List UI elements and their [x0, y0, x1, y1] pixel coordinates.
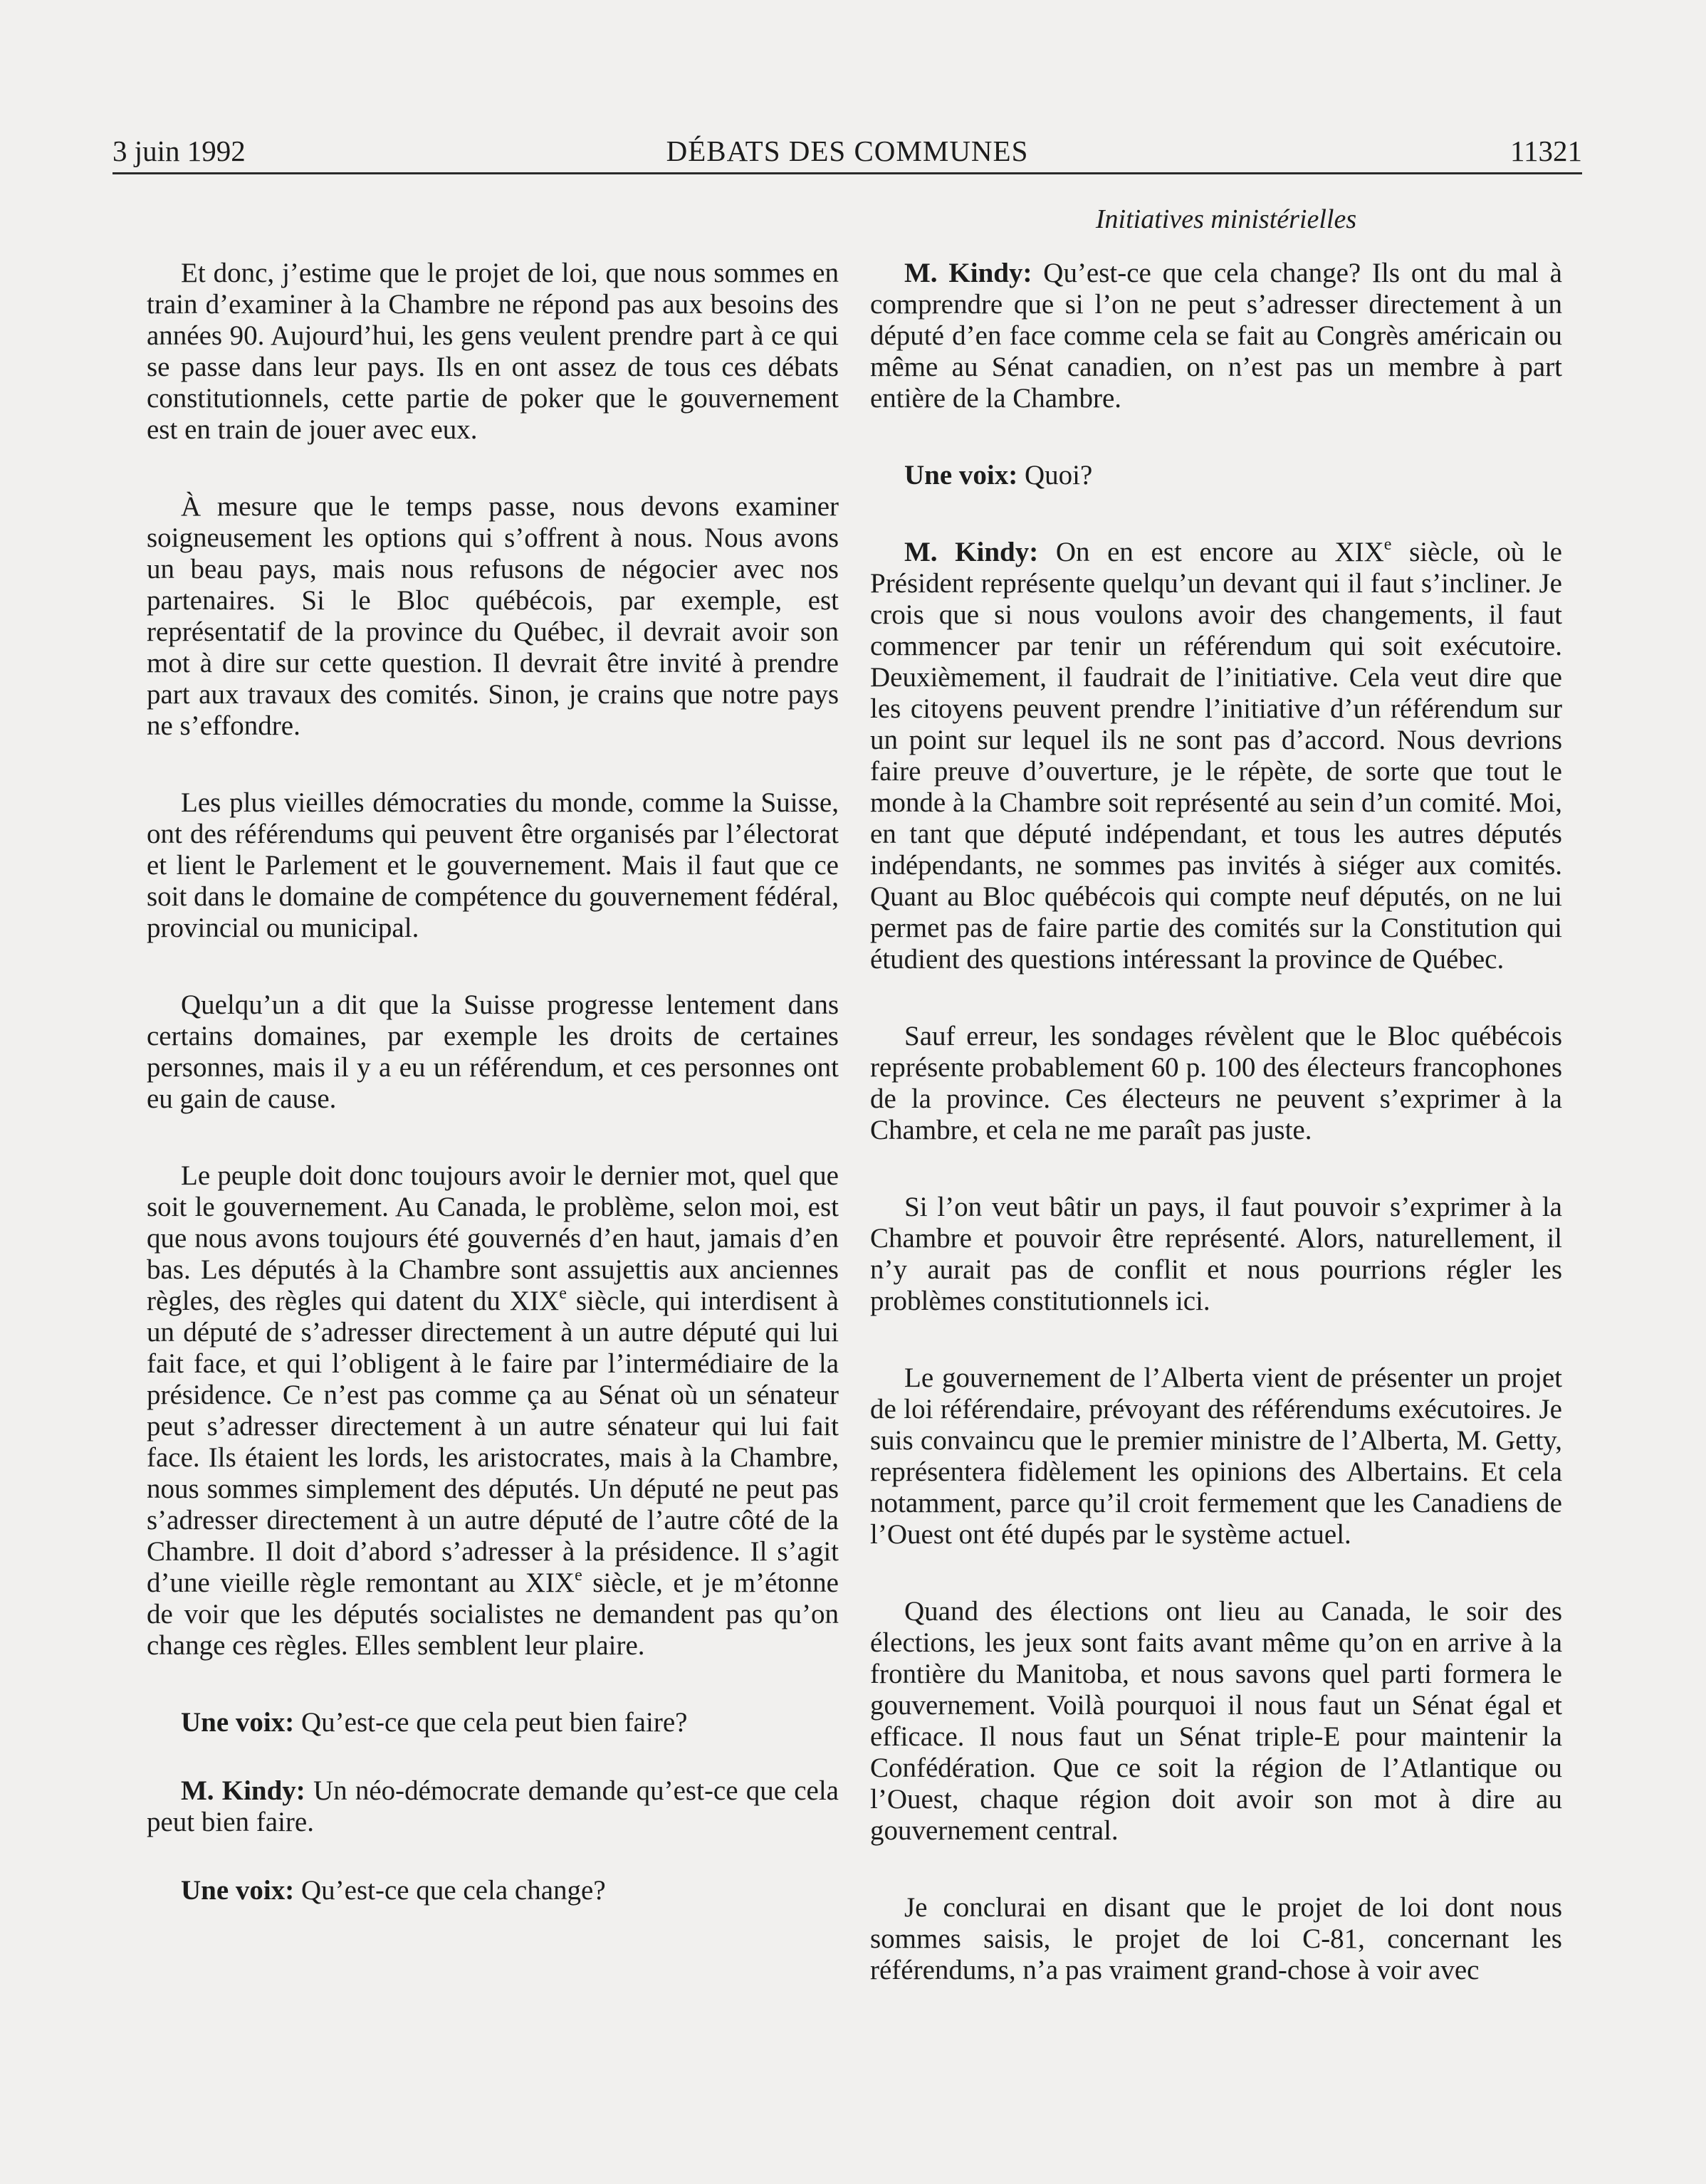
paragraph-text: Quand des élections ont lieu au Canada, le soir des élections, les jeux sont faits avant même qu’on en arrive à la frontière du Manitoba, et nous savons quel parti formera le gouvernement. Voilà pourquoi il nous faut un Sénat égal et efficace. Il nous faut un Sénat triple-E pour maintenir la Confédération. Que ce soit la région de l’Atlantique ou l’Ouest, chaque région doit avoir son mot à dire au gouvernement central.: [870, 1596, 1562, 1846]
superscript-e: e: [559, 1284, 567, 1303]
paragraph-text: Sauf erreur, les sondages révèlent que le Bloc québécois représente probablement 60 p. 100 des électeurs francophones de la province. Ces électeurs ne peuvent s’exprimer à la Chambre, et cela ne me paraît pas juste.: [870, 1021, 1562, 1145]
paragraph-text: À mesure que le temps passe, nous devons examiner soigneusement les options qui s’offrent à nous. Nous avons un beau pays, mais nous refusons de négocier avec nos partenaires. Si le Bloc québécois, par exemple, est représentatif de la province du Québec, il devrait avoir son mot à dire sur cette question. Il devrait être invité à prendre part aux travaux des comités. Sinon, je crains que notre pays ne s’effondre.: [147, 491, 839, 741]
paragraph-text: Qu’est-ce que cela peut bien faire?: [301, 1707, 688, 1738]
paragraph: [870, 1892, 1562, 1986]
interjection: [870, 460, 1562, 491]
paragraph-text: Un néo-démocrate demande qu’est-ce que cela peut bien faire.: [147, 1775, 839, 1837]
speaker-label: Une voix:: [181, 1707, 295, 1738]
page-header: [112, 128, 1582, 174]
paragraph-text: Les plus vieilles démocraties du monde, comme la Suisse, ont des référendums qui peuvent être organisés par l’électorat et lient le Parlement et le gouvernement. Mais il faut que ce soit dans le domaine de compétence du gouvernement fédéral, provincial ou municipal.: [147, 787, 839, 943]
speaker-label: Une voix:: [181, 1875, 295, 1906]
right-column: [870, 258, 1562, 2032]
speaker-label: M. Kindy:: [904, 258, 1032, 288]
paragraph-text: Le peuple doit donc toujours avoir le dernier mot, quel que soit le gouvernement. Au Canada, le problème, selon moi, est que nous avons toujours été gouvernés d’en haut, jamais d’en bas. Les députés à la Chambre sont assujettis aux anciennes règles, des règles qui datent du XIXe siècle, qui interdisent à un député de s’adresser directement à un autre député qui lui fait face, et qui l’obligent à le faire par l’intermédiaire de la présidence. Ce n’est pas comme ça au Sénat où un sénateur peut s’adresser directement à un autre sénateur qui lui fait face. Ils étaient les lords, les aristocrates, mais à la Chambre, nous sommes simplement des députés. Un député ne peut pas s’adresser directement à un autre député de l’autre côté de la Chambre. Il doit d’abord s’adresser à la présidence. Il s’agit d’une vieille règle remontant au XIXe siècle, et je m’étonne de voir que les députés socialistes ne demandent pas qu’on change ces règles. Elles semblent leur plaire.: [147, 1160, 839, 1661]
paragraph-text: Qu’est-ce que cela change?: [301, 1875, 606, 1906]
paragraph-text: Quoi?: [1025, 460, 1093, 490]
header-date: 3 juin 1992: [112, 135, 246, 167]
interjection: [870, 537, 1562, 975]
paragraph: [870, 1021, 1562, 1146]
header-page-number: 11321: [1510, 135, 1582, 167]
header-title: DÉBATS DES COMMUNES: [666, 135, 1029, 167]
paragraph-text: Si l’on veut bâtir un pays, il faut pouvoir s’exprimer à la Chambre et pouvoir être représenté. Alors, naturellement, il n’y aurait pas de conflit et nous pourrions régler les problèmes constitutionnels ici.: [870, 1192, 1562, 1316]
speaker-label: Une voix:: [904, 460, 1018, 490]
superscript-e: e: [1383, 535, 1392, 554]
speaker-label: M. Kindy:: [181, 1775, 305, 1806]
paragraph-text: Et donc, j’estime que le projet de loi, que nous sommes en train d’examiner à la Chambre ne répond pas aux besoins des années 90. Aujourd’hui, les gens veulent prendre part à ce qui se passe dans leur pays. Ils en ont assez de tous ces débats constitutionnels, cette partie de poker que le gouvernement est en train de jouer avec eux.: [147, 258, 839, 445]
paragraph: [147, 787, 839, 944]
left-column: [147, 258, 839, 1943]
paragraph-text: Je conclurai en disant que le projet de loi dont nous sommes saisis, le projet de loi C-81, concernant les référendums, n’a pas vraiment grand-chose à voir avec: [870, 1892, 1562, 1985]
paragraph-text: Le gouvernement de l’Alberta vient de présenter un projet de loi référendaire, prévoyant des référendums exécutoires. Je suis convaincu que le premier ministre de l’Alberta, M. Getty, représentera fidèlement les opinions des Albertains. Et cela notamment, parce qu’il croit fermement que les Canadiens de l’Ouest ont été dupés par le système actuel.: [870, 1363, 1562, 1550]
section-label: Initiatives ministérielles: [1095, 204, 1357, 234]
speaker-label: M. Kindy:: [904, 537, 1039, 567]
paragraph-text: Quelqu’un a dit que la Suisse progresse lentement dans certains domaines, par exemple les droits de certaines personnes, mais il y a eu un référendum, et ces personnes ont eu gain de cause.: [147, 989, 839, 1114]
paragraph-text: Qu’est-ce que cela change? Ils ont du mal à comprendre que si l’on ne peut s’adresser directement à un député d’en face comme cela se fait au Congrès américain ou même au Sénat canadien, on n’est pas un membre à part entière de la Chambre.: [870, 258, 1562, 414]
paragraph-text: On en est encore au XIXe siècle, où le Président représente quelqu’un devant qui il faut s’incliner. Je crois que si nous voulons avoir des changements, il faut commencer par tenir un référendum qui soit exécutoire. Deuxièmement, il faudrait de l’initiative. Cela veut dire que les citoyens peuvent prendre l’initiative d’un référendum sur un point sur lequel ils ne sont pas d’accord. Nous devrions faire preuve d’ouverture, je le répète, de sorte que tout le monde à la Chambre soit représenté au sein d’un comité. Moi, en tant que député indépendant, et tous les autres députés indépendants, ne sommes pas invités à siéger aux comités. Quant au Bloc québécois qui compte neuf députés, on ne lui permet pas de faire partie des comités sur la Constitution qui étudient des questions intéressant la province de Québec.: [870, 535, 1562, 975]
superscript-e: e: [575, 1566, 582, 1585]
interjection: [147, 1875, 839, 1906]
paragraph: [147, 258, 839, 446]
paragraph: [147, 989, 839, 1115]
interjection: [870, 258, 1562, 414]
paragraph: [147, 491, 839, 742]
paragraph: [147, 1160, 839, 1661]
interjection: [147, 1775, 839, 1838]
paragraph: [870, 1596, 1562, 1847]
paragraph: [870, 1363, 1562, 1550]
paragraph: [870, 1192, 1562, 1317]
interjection: [147, 1707, 839, 1738]
